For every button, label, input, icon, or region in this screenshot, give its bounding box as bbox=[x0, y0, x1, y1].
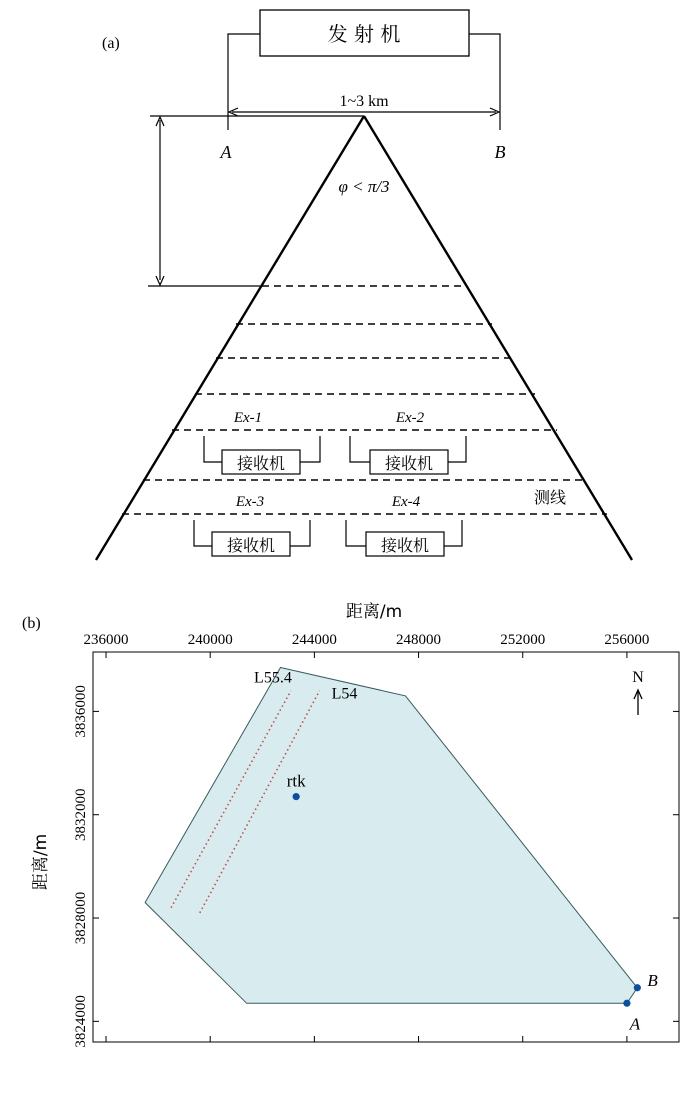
transmitter-label: 发 射 机 bbox=[327, 22, 401, 46]
receiver-2-label: 接收机 bbox=[384, 454, 434, 473]
receiver-3-label: 接收机 bbox=[226, 536, 276, 555]
x-tick-label-2: 244000 bbox=[291, 632, 337, 648]
survey-line-l554-label: L55.4 bbox=[254, 669, 292, 687]
y-tick-label-3: 3824000 bbox=[73, 995, 89, 1048]
survey-line-label: 测线 bbox=[533, 488, 567, 507]
angle-label: φ < π/3 bbox=[338, 177, 390, 196]
point-b bbox=[634, 984, 641, 991]
north-label: N bbox=[632, 669, 644, 686]
triangle-left-side bbox=[96, 116, 364, 560]
y-tick-label-1: 3832000 bbox=[73, 788, 89, 841]
electrode-b-label: B bbox=[494, 142, 506, 162]
panel-b-label: (b) bbox=[22, 615, 41, 632]
point-rtk bbox=[293, 793, 300, 800]
span-label: 1~3 km bbox=[339, 93, 389, 110]
ex4-label: Ex-4 bbox=[391, 494, 421, 510]
ex2-label: Ex-2 bbox=[395, 410, 425, 426]
ex3-label: Ex-3 bbox=[235, 494, 265, 510]
wire-b bbox=[469, 34, 500, 130]
survey-line-l54-label: L54 bbox=[331, 685, 358, 703]
electrode-a-label: A bbox=[220, 142, 232, 162]
point-rtk-label: rtk bbox=[286, 771, 306, 791]
ex1-label: Ex-1 bbox=[233, 410, 263, 426]
receiver-1-label: 接收机 bbox=[236, 454, 286, 473]
x-tick-label-3: 248000 bbox=[396, 632, 442, 648]
receiver-4-label: 接收机 bbox=[380, 536, 430, 555]
x-tick-label-1: 240000 bbox=[187, 632, 233, 648]
x-tick-label-5: 256000 bbox=[604, 632, 650, 648]
panel-a bbox=[96, 10, 632, 560]
point-a bbox=[623, 1000, 630, 1007]
x-axis-title: 距离/m bbox=[345, 602, 403, 622]
point-a-label: A bbox=[629, 1014, 641, 1034]
y-axis-title: 距离/m bbox=[31, 833, 51, 891]
x-tick-label-0: 236000 bbox=[83, 632, 129, 648]
point-b-label: B bbox=[647, 970, 658, 990]
panel-a-label: (a) bbox=[102, 35, 120, 52]
x-tick-label-4: 252000 bbox=[500, 632, 546, 648]
panel-b bbox=[22, 602, 679, 1048]
y-tick-label-2: 3828000 bbox=[73, 891, 89, 945]
y-tick-label-0: 3836000 bbox=[73, 685, 89, 738]
